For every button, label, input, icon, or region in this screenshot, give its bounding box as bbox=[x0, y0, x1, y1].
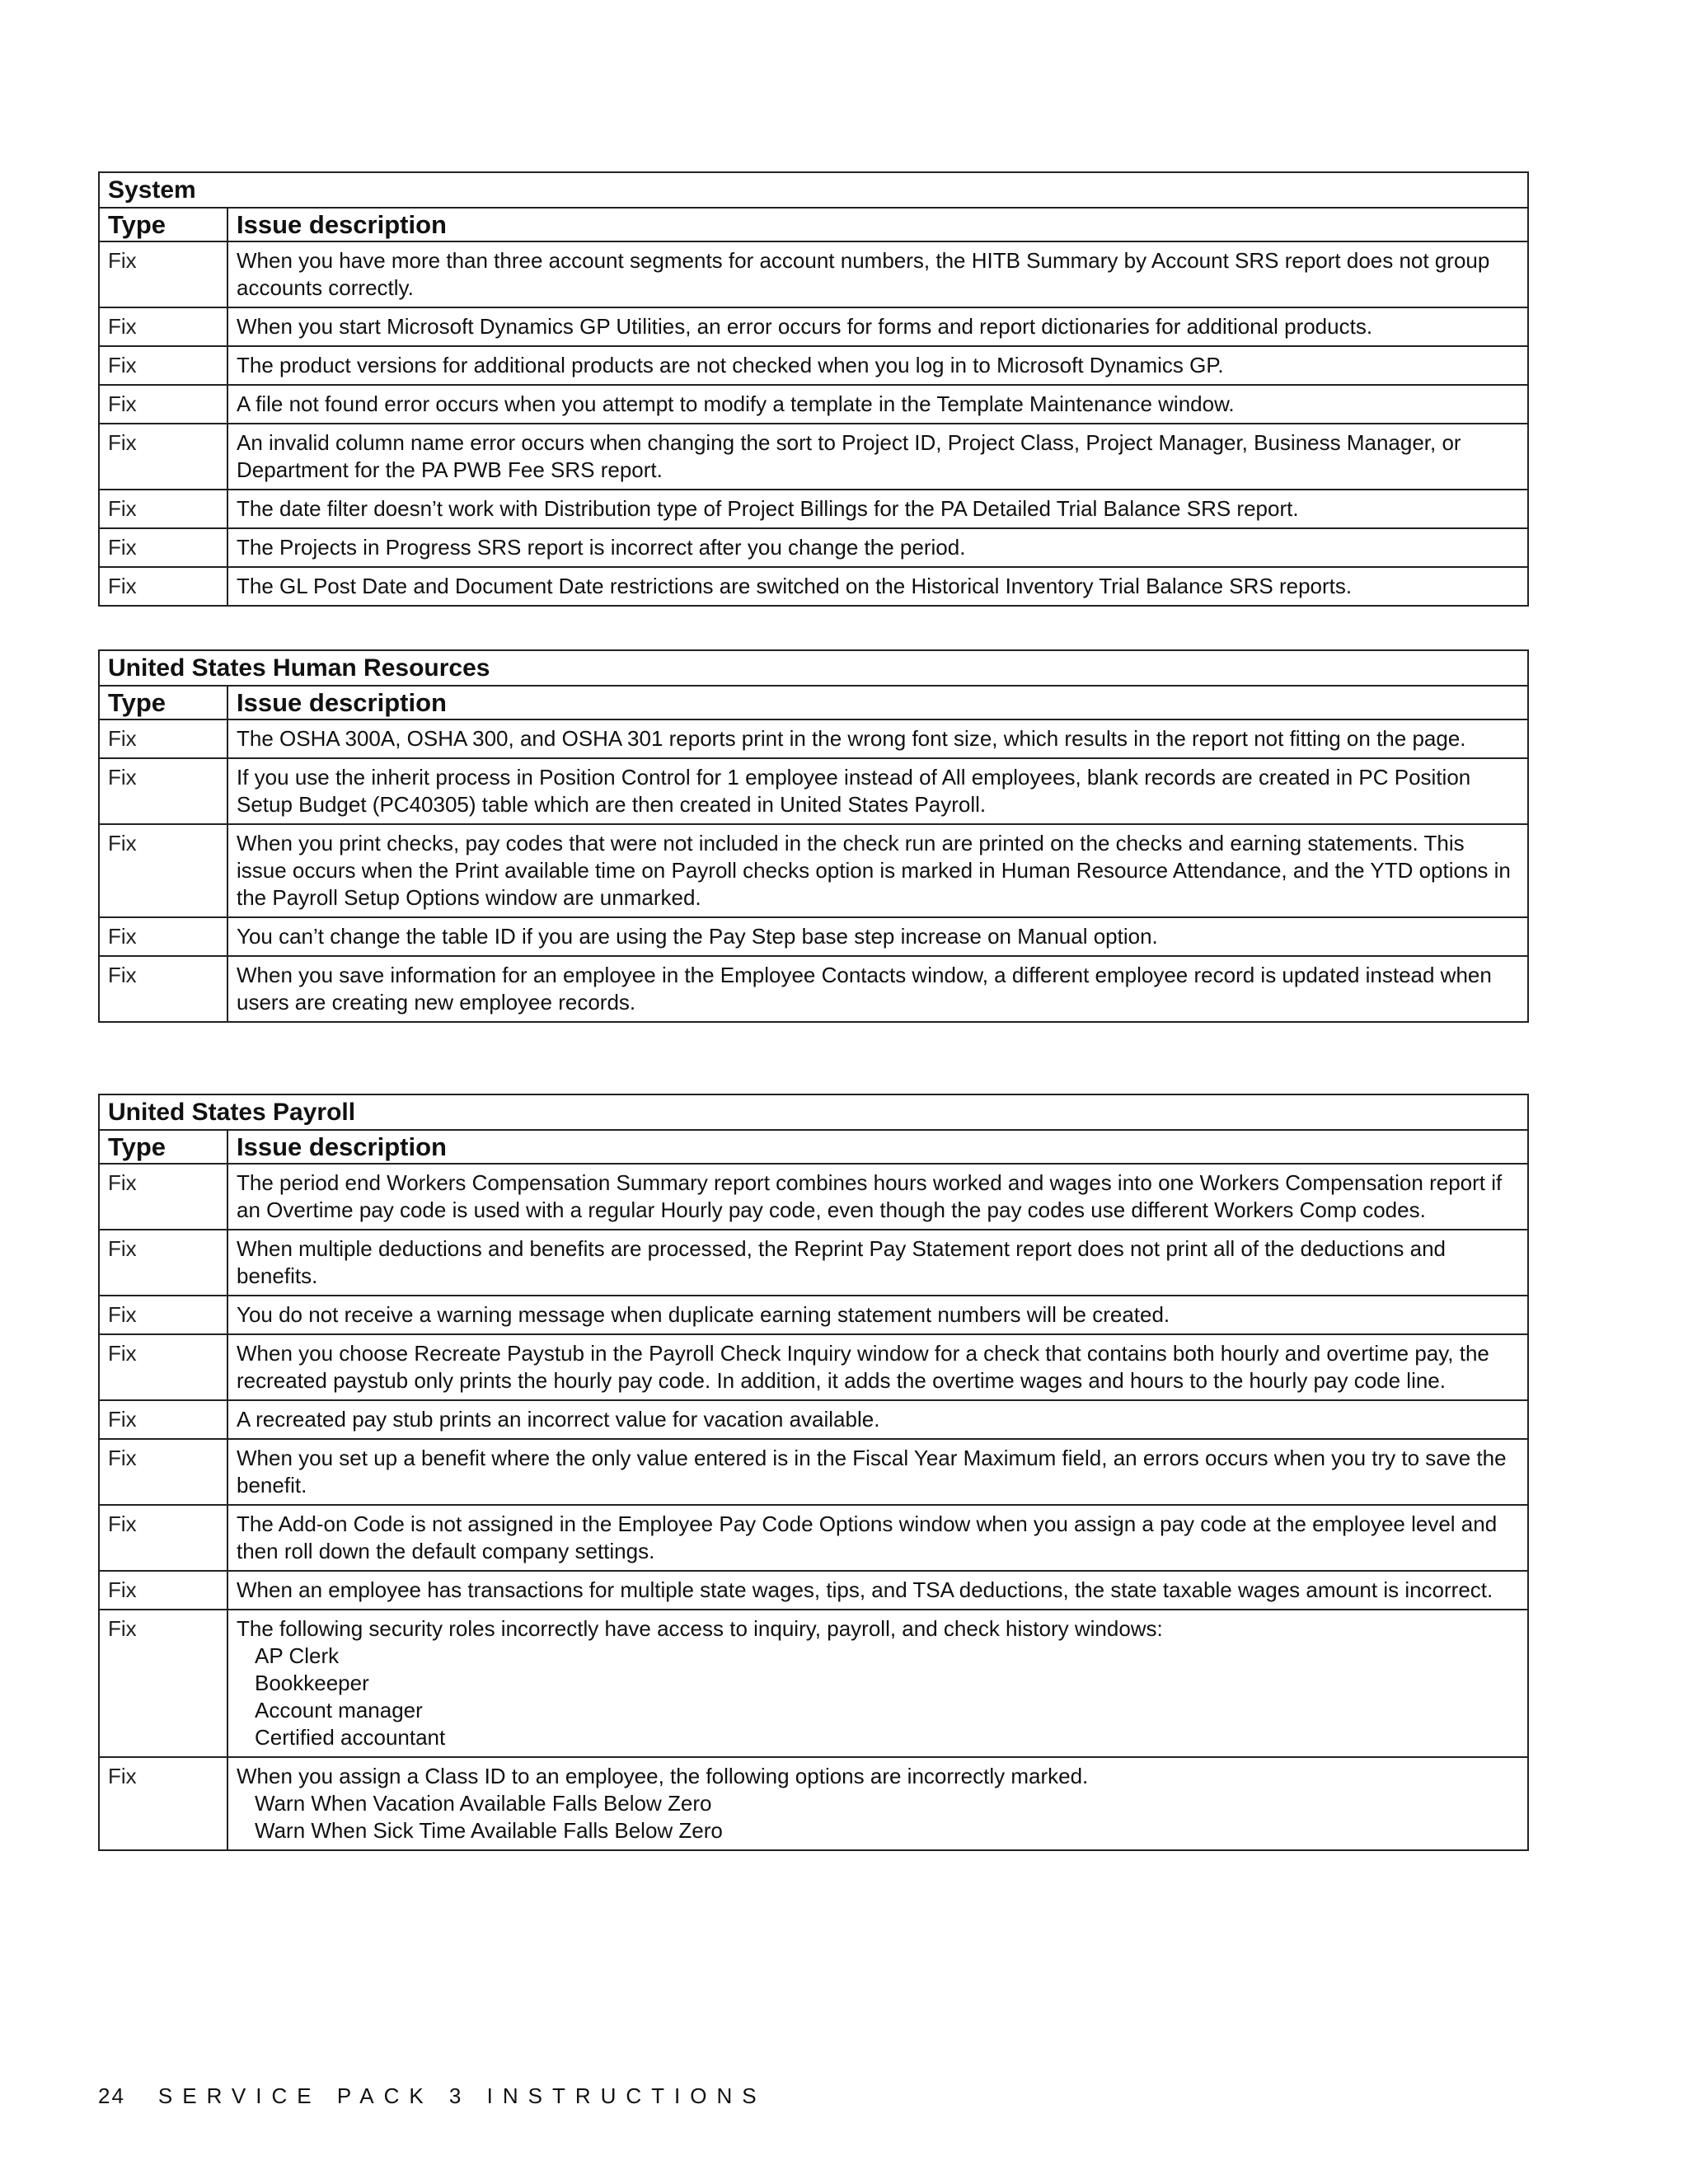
type-cell: Fix bbox=[99, 346, 227, 385]
type-cell: Fix bbox=[99, 1334, 227, 1400]
type-column-header: Type bbox=[99, 1130, 227, 1164]
type-cell: Fix bbox=[99, 385, 227, 424]
type-cell: Fix bbox=[99, 424, 227, 490]
section-title-row bbox=[99, 1094, 1528, 1130]
type-cell: Fix bbox=[99, 1505, 227, 1571]
type-cell: Fix bbox=[99, 567, 227, 606]
table-row bbox=[99, 1571, 1528, 1610]
header-row bbox=[99, 1130, 1528, 1164]
description-text: The product versions for additional products are not checked when you log in to Microsoft Dynamics GP. bbox=[237, 353, 1224, 377]
description-text: You do not receive a warning message when duplicate earning statement numbers will be created. bbox=[237, 1302, 1170, 1327]
type-column-header: Type bbox=[99, 208, 227, 241]
page-number: 24 bbox=[98, 2083, 125, 2108]
description-cell bbox=[227, 528, 1528, 567]
table-row bbox=[99, 385, 1528, 424]
table-row bbox=[99, 490, 1528, 528]
description-cell bbox=[227, 1230, 1528, 1296]
table-row bbox=[99, 1610, 1528, 1757]
list-item: AP Clerk bbox=[255, 1643, 340, 1668]
type-cell: Fix bbox=[99, 1571, 227, 1610]
header-row bbox=[99, 686, 1528, 719]
description-cell bbox=[227, 1757, 1528, 1850]
section-title: System bbox=[99, 172, 1528, 208]
description-text: When an employee has transactions for multiple state wages, tips, and TSA deductions, the state taxable wages amount is incorrect. bbox=[237, 1577, 1493, 1602]
table-row bbox=[99, 1334, 1528, 1400]
description-cell bbox=[227, 1400, 1528, 1439]
description-cell bbox=[227, 1571, 1528, 1610]
description-text: The period end Workers Compensation Summary report combines hours worked and wages into one Workers Compensation report if an Overtime pay code is used with a regular Hourly pay code, even though the pay codes use different Workers Comp codes. bbox=[237, 1170, 1503, 1222]
type-cell: Fix bbox=[99, 490, 227, 528]
description-column-header: Issue description bbox=[227, 686, 1528, 719]
list-item: Certified accountant bbox=[255, 1725, 446, 1750]
description-cell bbox=[227, 490, 1528, 528]
description-cell bbox=[227, 1505, 1528, 1571]
description-text: When you choose Recreate Paystub in the Payroll Check Inquiry window for a check that contains both hourly and overtime pay, the recreated paystub only prints the hourly pay code. In addition, it adds the overtime wages and hours to the hourly pay code line. bbox=[237, 1341, 1489, 1393]
description-text: An invalid column name error occurs when changing the sort to Project ID, Project Class, Project Manager, Business Manager, or Department for the PA PWB Fee SRS report. bbox=[237, 430, 1461, 482]
table-row bbox=[99, 307, 1528, 346]
description-cell bbox=[227, 424, 1528, 490]
table-row bbox=[99, 241, 1528, 307]
description-cell bbox=[227, 241, 1528, 307]
table-row bbox=[99, 917, 1528, 956]
table-row bbox=[99, 567, 1528, 606]
list-item: Bookkeeper bbox=[255, 1671, 369, 1695]
type-cell: Fix bbox=[99, 1164, 227, 1230]
description-cell bbox=[227, 956, 1528, 1022]
hr-issues-table bbox=[98, 649, 1529, 1023]
type-cell: Fix bbox=[99, 1757, 227, 1850]
description-text: A recreated pay stub prints an incorrect value for vacation available. bbox=[237, 1407, 880, 1432]
description-cell bbox=[227, 346, 1528, 385]
section-title-row bbox=[99, 650, 1528, 686]
type-cell: Fix bbox=[99, 241, 227, 307]
description-cell bbox=[227, 385, 1528, 424]
description-column-header: Issue description bbox=[227, 208, 1528, 241]
type-cell: Fix bbox=[99, 917, 227, 956]
table-row bbox=[99, 758, 1528, 824]
type-cell: Fix bbox=[99, 824, 227, 917]
section-title: United States Human Resources bbox=[99, 650, 1528, 686]
page-footer bbox=[98, 2083, 767, 2109]
description-cell bbox=[227, 1610, 1528, 1757]
description-text: A file not found error occurs when you attempt to modify a template in the Template Maintenance window. bbox=[237, 391, 1235, 416]
table-row bbox=[99, 424, 1528, 490]
table-row bbox=[99, 1230, 1528, 1296]
type-cell: Fix bbox=[99, 719, 227, 758]
system-issues-table bbox=[98, 171, 1529, 607]
description-cell bbox=[227, 1334, 1528, 1400]
type-cell: Fix bbox=[99, 307, 227, 346]
table-row bbox=[99, 346, 1528, 385]
description-cell bbox=[227, 567, 1528, 606]
table-row bbox=[99, 528, 1528, 567]
description-text: The OSHA 300A, OSHA 300, and OSHA 301 reports print in the wrong font size, which results in the report not fitting on the page. bbox=[237, 726, 1466, 751]
type-column-header: Type bbox=[99, 686, 227, 719]
description-text: When you save information for an employee in the Employee Contacts window, a different employee record is updated instead when users are creating new employee records. bbox=[237, 963, 1492, 1015]
section-title: United States Payroll bbox=[99, 1094, 1528, 1130]
type-cell: Fix bbox=[99, 1230, 227, 1296]
type-cell: Fix bbox=[99, 528, 227, 567]
description-text: When you start Microsoft Dynamics GP Utilities, an error occurs for forms and report dictionaries for additional products. bbox=[237, 314, 1373, 339]
description-cell bbox=[227, 1164, 1528, 1230]
table-row bbox=[99, 1757, 1528, 1850]
description-text: When multiple deductions and benefits are processed, the Reprint Pay Statement report does not print all of the deductions and benefits. bbox=[237, 1236, 1446, 1288]
table-row bbox=[99, 1505, 1528, 1571]
table-row bbox=[99, 1164, 1528, 1230]
list-item: Warn When Vacation Available Falls Below Zero bbox=[255, 1791, 712, 1816]
description-cell bbox=[227, 719, 1528, 758]
table-row bbox=[99, 719, 1528, 758]
description-text: The Add-on Code is not assigned in the Employee Pay Code Options window when you assign a pay code at the employee level and then roll down the default company settings. bbox=[237, 1511, 1498, 1563]
description-cell bbox=[227, 307, 1528, 346]
table-row bbox=[99, 1400, 1528, 1439]
description-text: If you use the inherit process in Position Control for 1 employee instead of All employees, blank records are created in PC Position Setup Budget (PC40305) table which are then created in United States Payroll. bbox=[237, 765, 1471, 817]
description-text: The date filter doesn’t work with Distribution type of Project Billings for the PA Detailed Trial Balance SRS report. bbox=[237, 496, 1299, 521]
table-row bbox=[99, 956, 1528, 1022]
description-text: When you print checks, pay codes that were not included in the check run are printed on the checks and earning statements. This issue occurs when the Print available time on Payroll checks option is marked in Human Resource Attendance, and the YTD options in the Payroll Setup Options window are unmarked. bbox=[237, 831, 1511, 910]
section-title-row bbox=[99, 172, 1528, 208]
type-cell: Fix bbox=[99, 956, 227, 1022]
description-text: When you assign a Class ID to an employee, the following options are incorrectly marked. bbox=[237, 1764, 1089, 1788]
description-text: The following security roles incorrectly have access to inquiry, payroll, and check history windows: bbox=[237, 1616, 1163, 1641]
description-column-header: Issue description bbox=[227, 1130, 1528, 1164]
description-cell bbox=[227, 824, 1528, 917]
list-item: Warn When Sick Time Available Falls Below Zero bbox=[255, 1818, 723, 1843]
description-text: When you have more than three account segments for account numbers, the HITB Summary by Account SRS report does not group accounts correctly. bbox=[237, 248, 1490, 300]
type-cell: Fix bbox=[99, 1610, 227, 1757]
description-cell bbox=[227, 1439, 1528, 1505]
type-cell: Fix bbox=[99, 1400, 227, 1439]
footer-title: SERVICE PACK 3 INSTRUCTIONS bbox=[157, 2083, 767, 2108]
table-row bbox=[99, 1296, 1528, 1334]
description-cell bbox=[227, 1296, 1528, 1334]
description-cell bbox=[227, 758, 1528, 824]
table-row bbox=[99, 1439, 1528, 1505]
description-text: The GL Post Date and Document Date restrictions are switched on the Historical Inventory Trial Balance SRS reports. bbox=[237, 574, 1353, 598]
header-row bbox=[99, 208, 1528, 241]
list-item: Account manager bbox=[255, 1698, 423, 1722]
type-cell: Fix bbox=[99, 1296, 227, 1334]
type-cell: Fix bbox=[99, 758, 227, 824]
description-cell bbox=[227, 917, 1528, 956]
description-text: The Projects in Progress SRS report is incorrect after you change the period. bbox=[237, 535, 966, 560]
description-text: When you set up a benefit where the only value entered is in the Fiscal Year Maximum field, an errors occurs when you try to save the benefit. bbox=[237, 1446, 1507, 1497]
payroll-issues-table bbox=[98, 1094, 1529, 1851]
type-cell: Fix bbox=[99, 1439, 227, 1505]
description-text: You can’t change the table ID if you are using the Pay Step base step increase on Manual option. bbox=[237, 924, 1158, 949]
table-row bbox=[99, 824, 1528, 917]
